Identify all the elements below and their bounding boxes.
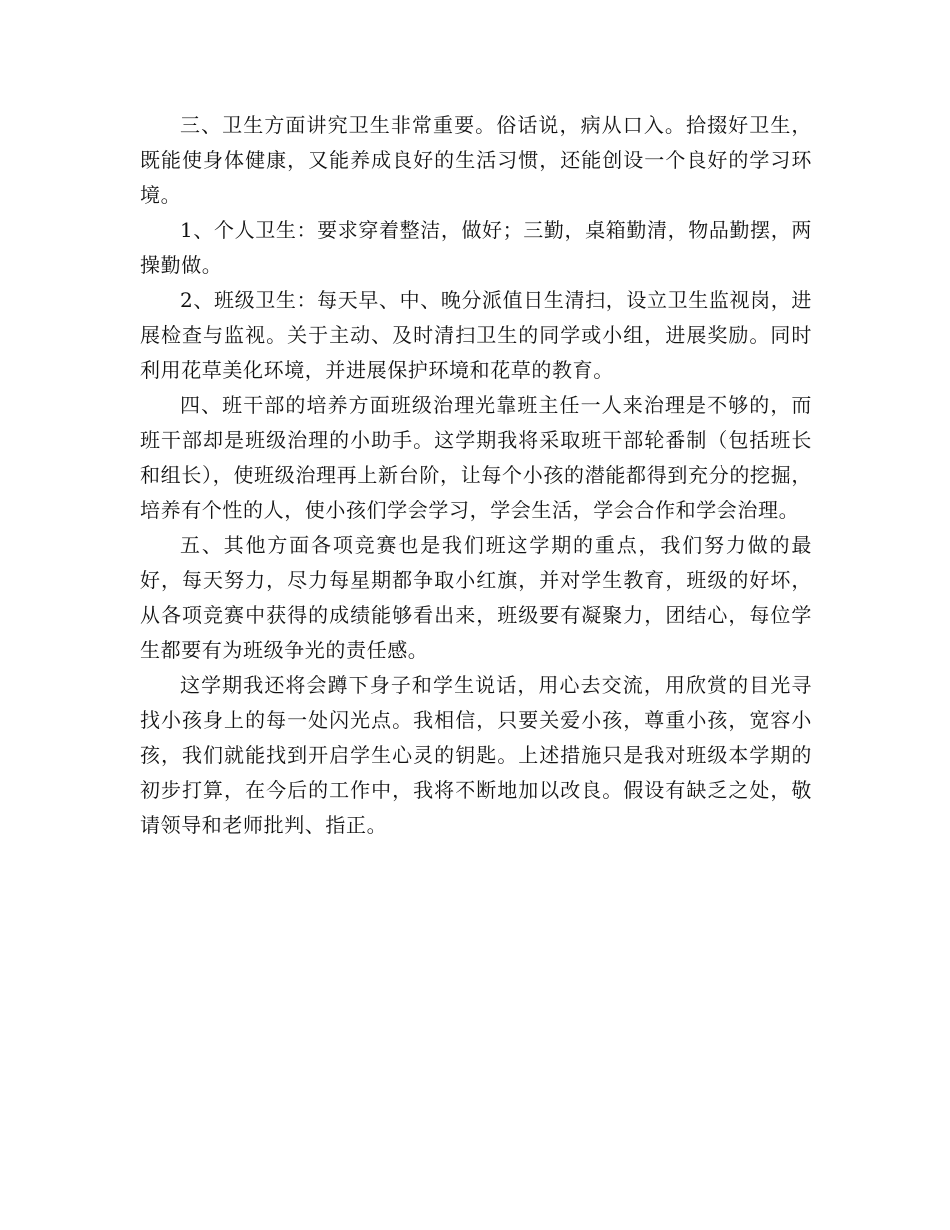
paragraph-closing: 这学期我还将会蹲下身子和学生说话，用心去交流，用欣赏的目光寻找小孩身上的每一处闪光点。我相信，只要关爱小孩，尊重小孩，宽容小孩，我们就能找到开启学生心灵的钥匙。上述措施只是我对班级本学期的初步打算，在今后的工作中，我将不断地加以改良。假设有缺乏之处，敬请领导和老师批判、指正。: [140, 673, 812, 837]
paragraph-class-cadres: 四、班干部的培养方面班级治理光靠班主任一人来治理是不够的，而班干部却是班级治理的小助手。这学期我将采取班干部轮番制（包括班长和组长），使班级治理再上新台阶，让每个小孩的潜能都得到充分的挖掘，培养有个性的人，使小孩们学会学习，学会生活，学会合作和学会治理。: [140, 393, 812, 522]
paragraph-other-aspects: 五、其他方面各项竞赛也是我们班这学期的重点，我们努力做的最好，每天努力，尽力每星期都争取小红旗，并对学生教育，班级的好坏，从各项竞赛中获得的成绩能够看出来，班级要有凝聚力，团结心，每位学生都要有为班级争光的责任感。: [140, 533, 812, 662]
document-body: [140, 108, 812, 843]
paragraph-class-hygiene: 2、班级卫生：每天早、中、晚分派值日生清扫，设立卫生监视岗，进展检查与监视。关于主动、及时清扫卫生的同学或小组，进展奖励。同时利用花草美化环境，并进展保护环境和花草的教育。: [140, 288, 812, 382]
paragraph-hygiene: 三、卫生方面讲究卫生非常重要。俗话说，病从口入。拾掇好卫生，既能使身体健康，又能养成良好的生活习惯，还能创设一个良好的学习环境。: [140, 113, 812, 207]
paragraph-personal-hygiene: 1、个人卫生：要求穿着整洁，做好；三勤，桌箱勤清，物品勤摆，两操勤做。: [140, 218, 812, 277]
